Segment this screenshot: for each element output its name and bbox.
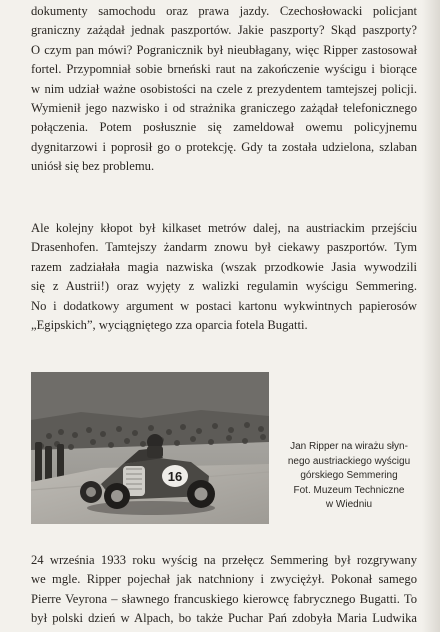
text-line: razem zadziałała magia nazwiska (wszak przodkowie Jasia wywodzili <box>31 259 417 274</box>
text-line: Pierre Veyrona – sławnego francuskiego kierowcę fabrycznego Bugatti. To <box>31 591 417 606</box>
text-line: połączenia. Potem posłusznie się zameldował owemu policyjnemu <box>31 120 417 135</box>
paragraph-2 <box>31 219 417 335</box>
car-number: 16 <box>167 469 183 484</box>
text-line: był polski dzień w Alpach, bo także Puchar Pań zdobyła Maria Ludwika <box>31 611 417 626</box>
caption-line: Jan Ripper na wirażu słyn- <box>290 441 408 452</box>
paragraph-1 <box>31 2 417 177</box>
text-line: się z Austrii!) oraz wyjęty z walizki regulamin wyścigu Semmering. <box>31 279 417 294</box>
caption-line: Fot. Muzeum Techniczne <box>293 484 405 496</box>
text-line: 24 września 1933 roku wyścig na przełęcz Semmering był rozgrywany <box>31 553 417 567</box>
page-edge-shadow <box>422 0 440 632</box>
caption-line: w Wiedniu <box>325 499 373 511</box>
race-car-photo <box>31 372 269 524</box>
text-line: w nim udział ważne osobistości na czele z prezydentem tamtejszej policji. <box>31 81 417 96</box>
text-line: dygnitarzowi i poprosił go o protekcję. Gdy ta została udzielona, szlaban <box>31 139 417 154</box>
caption-line: górskiego Semmering <box>300 470 398 482</box>
text-line: No i dodatkowy argument w postaci kartonu wykwintnych papierosów <box>31 298 417 313</box>
text-line: fortel. Przypomniał sobie brneński raut na zakończenie wyścigu i biorące <box>31 62 417 77</box>
text-line: uniósł się bez problemu. <box>31 159 155 174</box>
photo-caption <box>279 440 419 513</box>
text-line: „Egipskich”, wyciągniętego zza oparcia fotela Bugatti. <box>31 317 308 332</box>
text-line: Ale kolejny kłopot był kilkaset metrów dalej, na austriackim przejściu <box>31 221 417 235</box>
text-line: graniczny zażądał jednak paszportów. Jakie paszporty? Skąd paszporty? <box>31 23 417 38</box>
text-line: Drasenhofen. Tamtejszy żandarm znowu był ciekawy paszportów. Tym <box>31 240 417 255</box>
paragraph-3 <box>31 551 417 629</box>
caption-line: nego austriackiego wyścigu <box>287 455 411 467</box>
text-line: dokumenty samochodu oraz prawa jazdy. Czechosłowacki policjant <box>31 4 417 18</box>
text-line: Wymienił jego nazwisko i od strażnika graniczego zażądał telefonicznego <box>31 100 417 115</box>
text-line: O czym pan mówi? Pogranicznik był nieubłagany, więc Ripper zastosował <box>31 42 417 57</box>
race-car-illustration <box>31 372 269 524</box>
text-line: we mgle. Ripper pojechał jak natchniony i zwyciężył. Pokonał samego <box>31 572 417 587</box>
